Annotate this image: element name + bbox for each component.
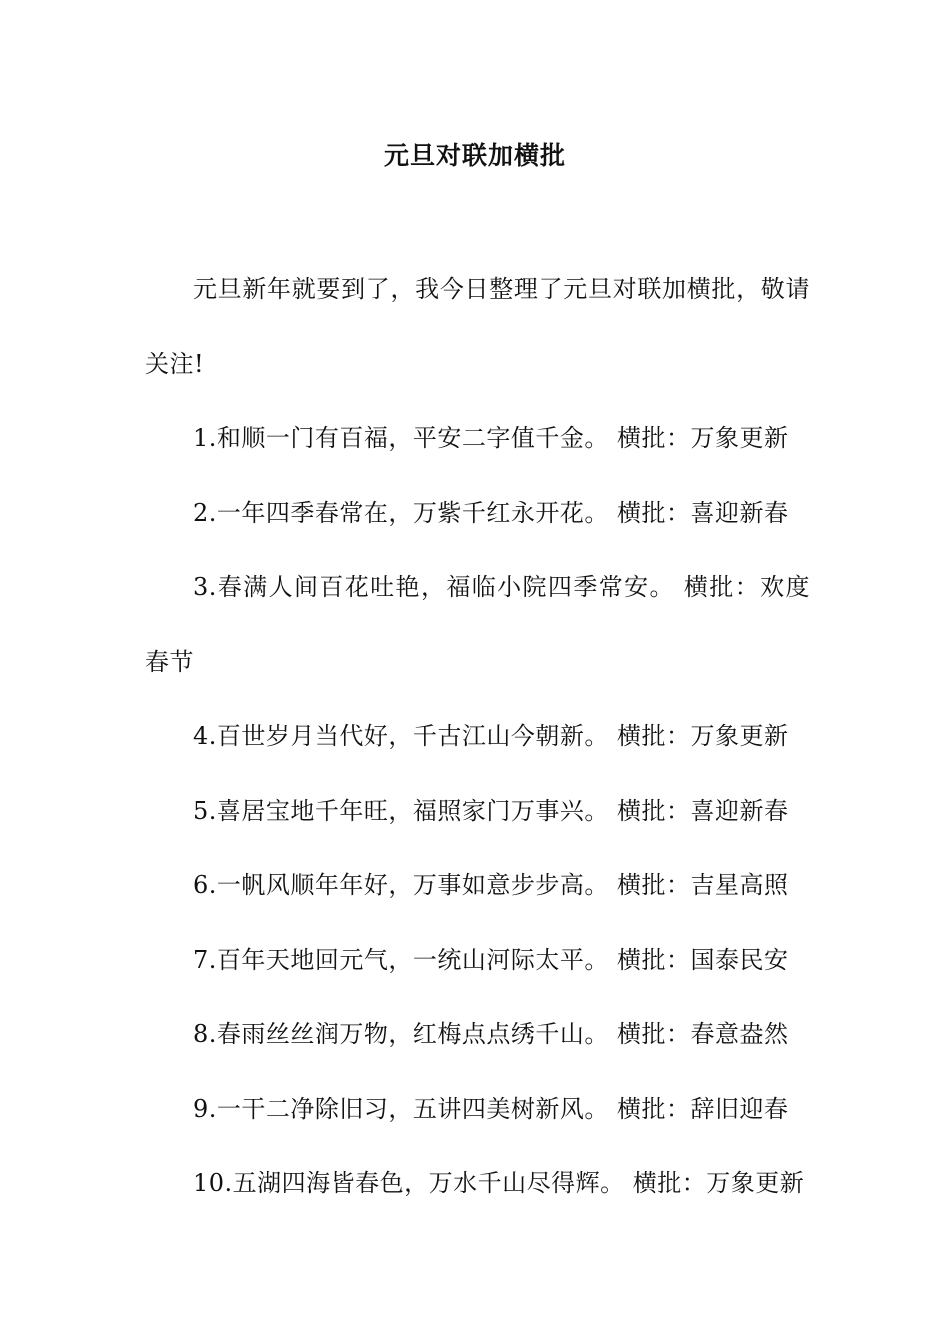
couplet-item-8: 8.春雨丝丝润万物，红梅点点绣千山。 横批：春意盎然 (193, 1020, 789, 1048)
couplet-item-4: 4.百世岁月当代好，千古江山今朝新。 横批：万象更新 (193, 722, 789, 750)
document-title: 元旦对联加横批 (383, 141, 566, 170)
couplet-item-9: 9.一干二净除旧习，五讲四美树新风。 横批：辞旧迎春 (193, 1094, 789, 1123)
couplet-item-7: 7.百年天地回元气，一统山河际太平。 横批：国泰民安 (193, 945, 789, 974)
couplet-item-5: 5.喜居宝地千年旺，福照家门万事兴。 横批：喜迎新春 (193, 796, 789, 825)
couplet-item-2: 2.一年四季春常在，万紫千红永开花。 横批：喜迎新春 (193, 498, 789, 527)
couplet-item-3: 3.春满人间百花吐艳，福临小院四季常安。 横批：欢度春节 (145, 573, 810, 676)
couplet-item-6: 6.一帆风顺年年好，万事如意步步高。 横批：吉星高照 (193, 871, 789, 899)
intro-paragraph: 元旦新年就要到了，我今日整理了元旦对联加横批，敬请关注! (145, 275, 810, 378)
couplet-item-10: 10.五湖四海皆春色，万水千山尽得辉。 横批：万象更新 (193, 1169, 805, 1197)
document-body (145, 252, 810, 1221)
couplet-item-1: 1.和顺一门有百福，平安二字值千金。 横批：万象更新 (193, 424, 789, 452)
